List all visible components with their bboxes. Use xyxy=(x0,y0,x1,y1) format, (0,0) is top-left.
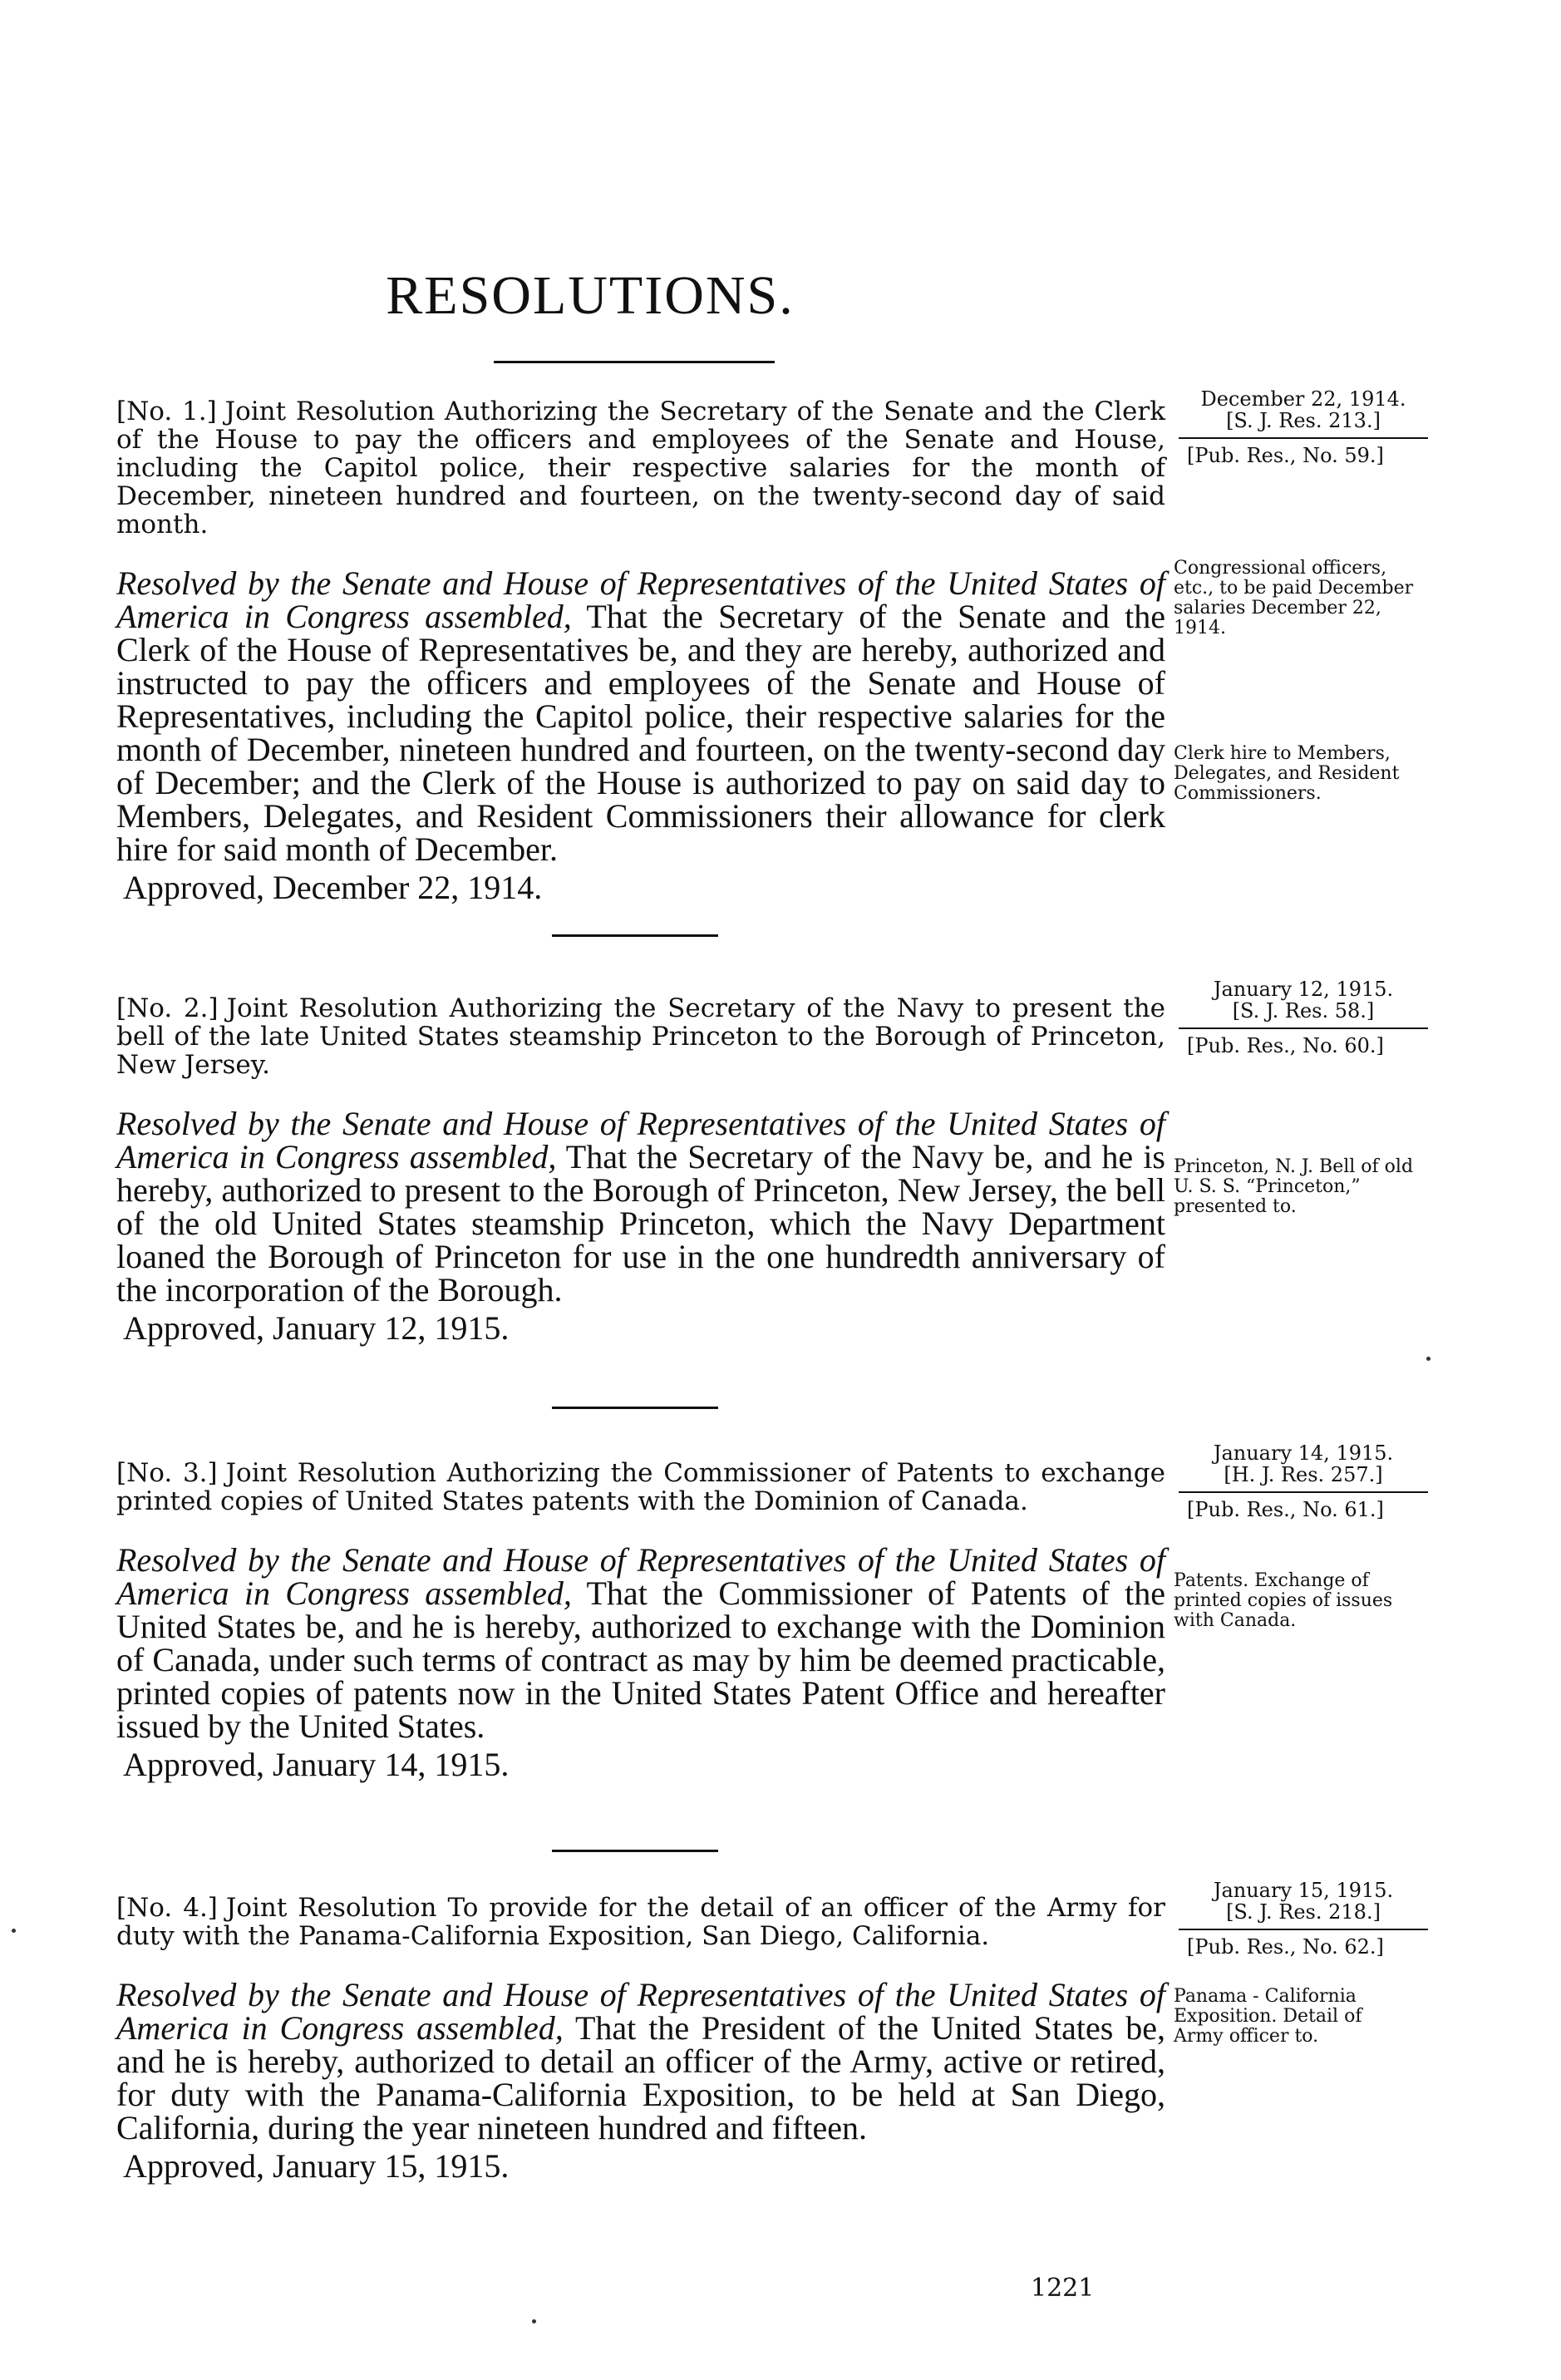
margin-note: Princeton, N. J. Bell of old U. S. S. “Princeton,” presented to. xyxy=(1174,1156,1414,1217)
margin-date: December 22, 1914. xyxy=(1200,387,1406,411)
margin-public-resolution: [Pub. Res., No. 60.] xyxy=(1187,1034,1384,1057)
margin-citation xyxy=(1179,389,1428,467)
page-title: RESOLUTIONS. xyxy=(386,265,795,326)
resolution-number: [No. 2.] xyxy=(116,993,219,1023)
enacting-clause: Resolved by the Senate and House of Representatives of the United States of America in Congress assembled, xyxy=(116,564,1165,635)
resolution-3 xyxy=(116,1459,1165,1783)
margin-citation xyxy=(1179,1880,1428,1959)
resolution-intro xyxy=(116,994,1165,1079)
resolution-number: [No. 1.] xyxy=(116,397,217,426)
resolution-text: That the Secretary of the Senate and the Clerk of the House of Representatives be, and they are hereby, authorized and instructed to pay the officers and employees of the Senate and House of Representatives, including the Capitol police, their respective salaries for the month of December, nineteen hundred and fourteen, on the twenty-second day of December; and the Clerk of the House is authorized to pay on said day to Members, Delegates, and Resident Commissioners their allowance for clerk hire for said month of December. xyxy=(116,598,1165,868)
resolution-text: That the Secretary of the Navy be, and he is hereby, authorized to present to the Borough of Princeton, New Jersey, the bell of the old United States steamship Princeton, which the Navy Department loaned the Borough of Princeton for use in the one hundredth anniversary of the incorporation of the Borough. xyxy=(116,1138,1165,1308)
margin-public-resolution: [Pub. Res., No. 61.] xyxy=(1187,1498,1384,1521)
resolution-text: That the President of the United States be, and he is hereby, authorized to detail an officer of the Army, active or retired, for duty with the Panama-California Exposition, to be held at San Diego, California, during the year nineteen hundred and fifteen. xyxy=(116,2009,1165,2146)
resolution-intro xyxy=(116,1459,1165,1515)
margin-resolution-ref: [S. J. Res. 218.] xyxy=(1226,1900,1381,1924)
approved-date: Approved, December 22, 1914. xyxy=(123,869,543,906)
resolution-caption: Joint Resolution Authorizing the Commissioner of Patents to exchange printed copies of United States patents with the Dominion of Canada. xyxy=(116,1458,1165,1516)
margin-resolution-ref: [S. J. Res. 213.] xyxy=(1226,409,1381,432)
resolution-body xyxy=(116,1541,1166,1745)
resolution-caption: Joint Resolution To provide for the detail of an officer of the Army for duty with the Panama-California Exposition, San Diego, California. xyxy=(116,1893,1166,1951)
resolution-number: [No. 4.] xyxy=(116,1893,218,1923)
section-divider xyxy=(552,1850,718,1852)
resolution-4 xyxy=(116,1894,1165,2185)
scan-speck xyxy=(1426,1357,1431,1361)
margin-date: January 15, 1915. xyxy=(1213,1879,1394,1902)
title-divider xyxy=(494,361,775,363)
margin-note: Clerk hire to Members, Delegates, and Resident Commissioners. xyxy=(1174,743,1400,804)
resolution-body xyxy=(116,1978,1165,2145)
section-divider xyxy=(552,934,718,937)
resolution-text: That the Commissioner of Patents of the United States be, and he is hereby, authorized to exchange with the Dominion of Canada, under such terms of contract as may by him be deemed practicable, printed copies of patents now in the United States Patent Office and hereafter issued by the United States. xyxy=(116,1574,1166,1745)
resolution-2 xyxy=(116,994,1165,1347)
approved-date: Approved, January 14, 1915. xyxy=(123,1746,510,1783)
scan-speck xyxy=(12,1929,16,1933)
resolution-body xyxy=(116,1107,1165,1307)
page-number: 1221 xyxy=(1031,2274,1095,2303)
margin-public-resolution: [Pub. Res., No. 62.] xyxy=(1187,1935,1384,1959)
margin-rule xyxy=(1179,1929,1428,1930)
enacting-clause: Resolved by the Senate and House of Representatives of the United States of America in Congress assembled, xyxy=(116,1105,1165,1175)
margin-note: Patents. Exchange of printed copies of issues with Canada. xyxy=(1174,1570,1393,1631)
section-divider xyxy=(552,1407,718,1409)
resolution-body xyxy=(116,564,1165,868)
margin-note: Congressional officers, etc., to be paid December salaries December 22, 1914. xyxy=(1174,558,1414,638)
approved-date: Approved, January 12, 1915. xyxy=(123,1309,510,1347)
margin-date: January 12, 1915. xyxy=(1213,978,1394,1001)
resolution-intro xyxy=(116,397,1165,539)
margin-citation xyxy=(1179,1443,1428,1521)
margin-rule xyxy=(1179,1027,1428,1029)
margin-resolution-ref: [H. J. Res. 257.] xyxy=(1224,1463,1383,1486)
margin-rule xyxy=(1179,437,1428,439)
margin-resolution-ref: [S. J. Res. 58.] xyxy=(1232,999,1375,1022)
resolution-intro xyxy=(116,1894,1165,1950)
approved-date: Approved, January 15, 1915. xyxy=(123,2147,510,2185)
margin-citation xyxy=(1179,979,1428,1057)
resolution-caption: Joint Resolution Authorizing the Secretary of the Navy to present the bell of the late United States steamship Princeton to the Borough of Princeton, New Jersey. xyxy=(116,993,1166,1080)
margin-public-resolution: [Pub. Res., No. 59.] xyxy=(1187,444,1384,467)
resolution-1 xyxy=(116,397,1165,906)
margin-rule xyxy=(1179,1491,1428,1493)
resolution-caption: Joint Resolution Authorizing the Secretary of the Senate and the Clerk of the House to pay the officers and employees of the Senate and House, including the Capitol police, their respective salaries for the month of December, nineteen hundred and fourteen, on the twenty-second day of said month. xyxy=(116,397,1165,540)
margin-date: January 14, 1915. xyxy=(1213,1441,1394,1465)
enacting-clause: Resolved by the Senate and House of Representatives of the United States of America in Congress assembled, xyxy=(116,1541,1165,1612)
enacting-clause: Resolved by the Senate and House of Representatives of the United States of America in Congress assembled, xyxy=(116,1976,1165,2047)
resolution-number: [No. 3.] xyxy=(116,1458,218,1488)
scan-speck xyxy=(532,2319,536,2323)
margin-note: Panama - California Exposition. Detail of Army officer to. xyxy=(1174,1986,1362,2047)
